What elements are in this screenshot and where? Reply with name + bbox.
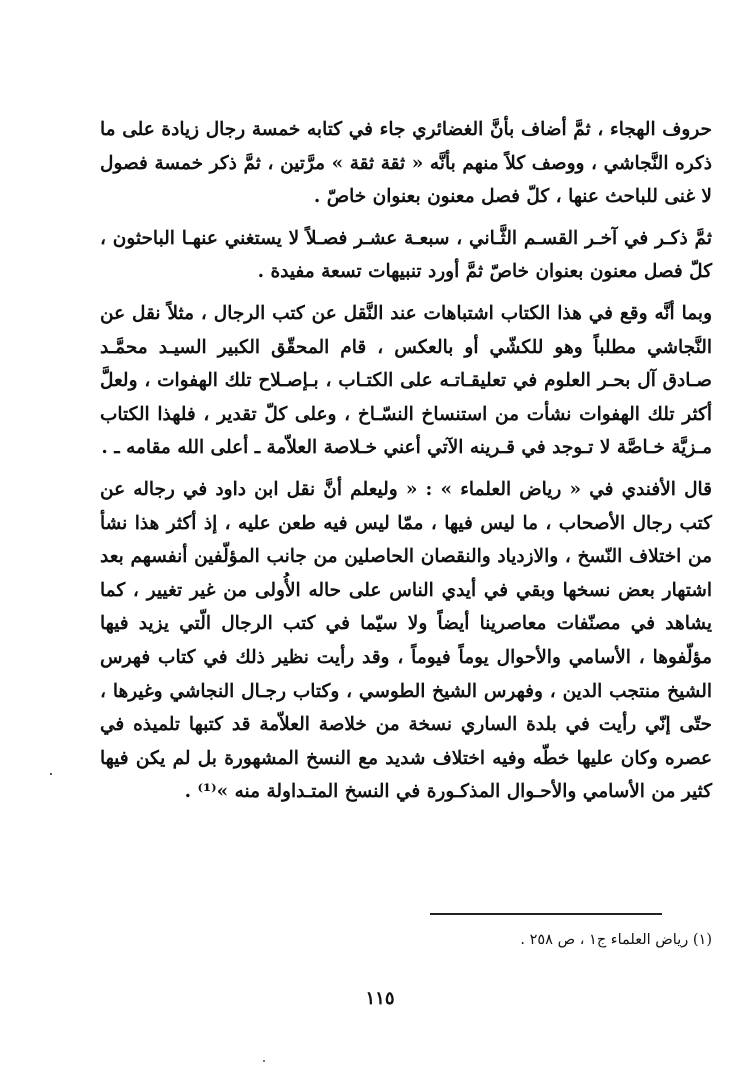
main-text-block xyxy=(100,113,712,817)
footnote-separator xyxy=(430,913,662,915)
page-number: ١١٥ xyxy=(365,988,395,1009)
paragraph-1: حروف الهجاء ، ثمَّ أضاف بأنَّ الغضائري جاء في كتابه خمسة رجال زيادة على ما ذكره النَّجاشي ، ووصف كلاً منهم بأنَّه « ثقة ثقة » مرَّتين ، ثمَّ ذكر خمسة فصول لا غنى للباحث عنها ، كلّ فصل معنون بعنوان خاصّ . xyxy=(100,119,712,208)
scan-speck xyxy=(50,773,52,775)
scan-speck xyxy=(263,1060,265,1062)
paragraph-2: ثمَّ ذكـر في آخـر القسـم الثَّـاني ، سبعـة عشـر فصـلاً لا يستغني عنهـا الباحثون ، كلّ فصل معنون بعنوان خاصّ ثمَّ أورد تنبيهات تسعة مفيدة . xyxy=(100,227,712,283)
paragraph-3: وبما أنَّه وقع في هذا الكتاب اشتباهات عند النَّقل عن كتب الرجال ، مثلاً نقل عن النَّجاشي مطلباً وهو للكشّي أو بالعكس ، قام المحقّق الكبير السيـد محمَّـد صـادق آل بحـر العلوم في تعليقـاتـه على الكتـاب ، بـإصـلاح تلك الهفوات ، ولعلَّ أكثر تلك الهفوات نشأت من استنساخ النسّـاخ ، وعلى كلّ تقدير ، فلهذا الكتاب مـزيَّة خـاصَّة لا تـوجد في قـرينه الآتي أعني خـلاصة العلاّمة ـ أعلى الله مقامه ـ . xyxy=(100,302,712,459)
footnote: (١) رياض العلماء ج١ ، ص ٢٥٨ . xyxy=(520,932,712,948)
paragraph-4: قال الأفندي في « رياض العلماء » : « وليعلم أنَّ نقل ابن داود في رجاله عن كتب رجال الأصحاب ، ما ليس فيها ، ممّا ليس فيه طعن عليه ، إذ أكثر هذا نشأ من اختلاف النّسخ ، والازدياد والنقصان الحاصلين من جانب المؤلّفين أنفسهم بعد اشتهار بعض نسخها وبقي في أيدي الناس على حاله الأُولى من غير تغيير ، كما يشاهد في مصنّفات معاصرينا أيضاً ولا سيّما في كتب الرجال الّتي يزيد فيها مؤلّفوها ، الأسامي والأحوال يوماً فيوماً ، وقد رأيت نظير ذلك في كتاب فهرس الشيخ منتجب الدين ، وفهرس الشيخ الطوسي ، وكتاب رجـال النجاشي وغيرها ، حتّى إنّي رأيت في بلدة الساري نسخة من خلاصة العلاّمة قد كتبها تلميذه في عصره وكان عليها خطّه وفيه اختلاف شديد مع النسخ المشهورة بل لم يكن فيها كثير من الأسامي والأحـوال المذكـورة في النسخ المتـداولة منه »⁽¹⁾ . xyxy=(100,478,712,803)
